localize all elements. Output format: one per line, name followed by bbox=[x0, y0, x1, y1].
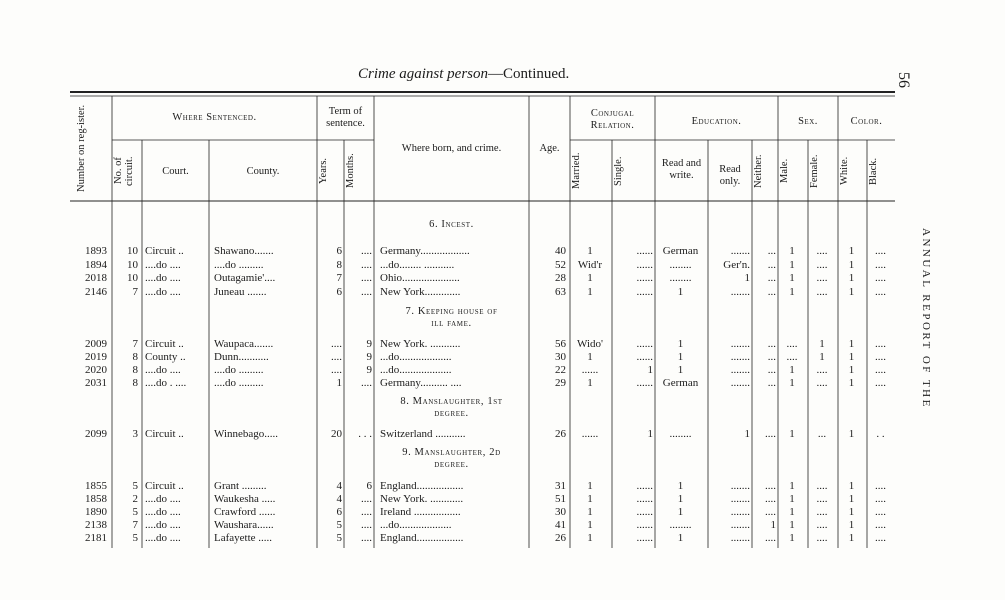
cell-black: .... bbox=[875, 351, 886, 363]
cell-age: 30 bbox=[555, 351, 566, 363]
cell-black: .... bbox=[875, 259, 886, 271]
cell-born: Switzerland ........... bbox=[380, 428, 466, 440]
cell-single: ...... bbox=[636, 351, 653, 363]
section-label: 6. Incest. bbox=[429, 219, 474, 230]
header-years: Years. bbox=[318, 157, 329, 185]
cell-black: .... bbox=[875, 338, 886, 350]
cell-female: .... bbox=[816, 286, 828, 298]
cell-court: ....do .... bbox=[145, 286, 181, 298]
cell-single: 1 bbox=[647, 364, 653, 376]
cell-single: 1 bbox=[647, 428, 653, 440]
cell-white: 1 bbox=[848, 506, 855, 518]
cell-male: 1 bbox=[789, 364, 795, 376]
cell-black: .... bbox=[875, 532, 886, 544]
cell-county: Waushara...... bbox=[214, 519, 274, 531]
cell-black: .... bbox=[875, 272, 886, 284]
cell-born: New York............. bbox=[380, 286, 461, 298]
cell-county: Waukesha ..... bbox=[214, 493, 276, 505]
cell-rw: German bbox=[662, 377, 699, 389]
header-circuit-no: No. of circuit. bbox=[113, 156, 135, 186]
section-label-line2: degree. bbox=[434, 459, 469, 470]
cell-female: .... bbox=[816, 272, 828, 284]
cell-rw: ........ bbox=[669, 428, 692, 440]
cell-nei: ... bbox=[767, 259, 776, 271]
cell-ro: Ger'n. bbox=[723, 259, 750, 271]
cell-months: .... bbox=[361, 493, 372, 505]
header-education: Education. bbox=[691, 116, 742, 127]
cell-rw: 1 bbox=[677, 493, 684, 505]
cell-years: .... bbox=[331, 338, 342, 350]
cell-black: .... bbox=[875, 506, 886, 518]
cell-court: ....do .... bbox=[145, 506, 181, 518]
cell-county: Grant ......... bbox=[214, 480, 267, 492]
cell-nei: .... bbox=[765, 428, 776, 440]
header-read-only: Read only. bbox=[719, 164, 741, 187]
cell-court: Circuit .. bbox=[145, 338, 184, 350]
cell-age: 28 bbox=[555, 272, 566, 284]
page-title-italic: Crime against person bbox=[358, 66, 489, 82]
cell-circ: 8 bbox=[132, 351, 138, 363]
cell-ro: ....... bbox=[730, 532, 750, 544]
cell-nei: ... bbox=[767, 338, 776, 350]
cell-white: 1 bbox=[848, 286, 855, 298]
cell-black: .... bbox=[875, 493, 886, 505]
cell-ro: ....... bbox=[730, 286, 750, 298]
header-county: County. bbox=[246, 166, 280, 177]
cell-county: Shawano....... bbox=[214, 245, 274, 257]
cell-rw: ........ bbox=[669, 272, 692, 284]
header-register: Number on reg-ister. bbox=[76, 104, 87, 192]
cell-circ: 7 bbox=[132, 286, 138, 298]
cell-rw: 1 bbox=[677, 338, 684, 350]
cell-single: ...... bbox=[636, 519, 653, 531]
cell-married: ...... bbox=[581, 428, 599, 440]
cell-nei: ... bbox=[767, 351, 776, 363]
cell-reg: 2009 bbox=[85, 338, 107, 350]
cell-married: 1 bbox=[587, 377, 593, 389]
cell-months: .... bbox=[361, 506, 372, 518]
cell-ro: ....... bbox=[730, 338, 750, 350]
cell-court: Circuit .. bbox=[145, 428, 184, 440]
cell-single: ...... bbox=[636, 480, 653, 492]
section-label: 9. Manslaughter, 2d bbox=[402, 447, 501, 458]
header-neither: Neither. bbox=[753, 154, 764, 188]
cell-years: 20 bbox=[331, 428, 342, 440]
cell-male: 1 bbox=[789, 493, 795, 505]
cell-black: .... bbox=[875, 480, 886, 492]
cell-male: 1 bbox=[789, 532, 795, 544]
cell-ro: ....... bbox=[730, 245, 750, 257]
cell-months: .... bbox=[361, 245, 372, 257]
cell-single: ...... bbox=[636, 338, 653, 350]
cell-ro: ....... bbox=[730, 351, 750, 363]
cell-female: ... bbox=[817, 428, 827, 440]
running-head: ANNUAL REPORT OF THE bbox=[920, 228, 932, 409]
cell-circ: 3 bbox=[132, 428, 138, 440]
cell-circ: 5 bbox=[132, 480, 138, 492]
cell-county: Dunn........... bbox=[214, 351, 269, 363]
cell-born: Germany.................. bbox=[380, 245, 470, 257]
cell-black: .... bbox=[875, 364, 886, 376]
cell-female: .... bbox=[816, 364, 828, 376]
cell-black: . . bbox=[876, 428, 885, 440]
header-term: Term of sentence. bbox=[326, 106, 365, 129]
cell-single: ...... bbox=[636, 259, 653, 271]
cell-single: ...... bbox=[636, 377, 653, 389]
cell-county: Waupaca....... bbox=[214, 338, 274, 350]
cell-years: 5 bbox=[336, 519, 342, 531]
cell-months: .... bbox=[361, 272, 372, 284]
cell-rw: 1 bbox=[677, 351, 684, 363]
cell-white: 1 bbox=[848, 519, 855, 531]
cell-reg: 1890 bbox=[85, 506, 107, 518]
cell-white: 1 bbox=[848, 377, 855, 389]
cell-male: .... bbox=[786, 351, 798, 363]
cell-single: ...... bbox=[636, 272, 653, 284]
cell-white: 1 bbox=[848, 364, 855, 376]
header-conjugal: Conjugal Relation. bbox=[590, 108, 635, 131]
cell-months: 9 bbox=[366, 351, 372, 363]
section-label-line2: degree. bbox=[434, 408, 469, 419]
cell-rw: 1 bbox=[677, 364, 684, 376]
cell-circ: 5 bbox=[132, 532, 138, 544]
cell-rw: German bbox=[662, 245, 699, 257]
header-born-crime: Where born, and crime. bbox=[401, 143, 502, 154]
cell-court: ....do . .... bbox=[145, 377, 187, 389]
cell-rw: 1 bbox=[677, 480, 684, 492]
header-black: Black. bbox=[868, 157, 879, 185]
cell-female: 1 bbox=[819, 338, 825, 350]
cell-court: ....do .... bbox=[145, 532, 181, 544]
cell-nei: .... bbox=[765, 532, 776, 544]
cell-rw: ........ bbox=[669, 519, 692, 531]
cell-years: 5 bbox=[336, 532, 342, 544]
cell-years: 6 bbox=[336, 245, 342, 257]
cell-years: 6 bbox=[336, 286, 342, 298]
cell-court: ....do .... bbox=[145, 364, 181, 376]
cell-age: 41 bbox=[555, 519, 566, 531]
cell-age: 31 bbox=[555, 480, 566, 492]
cell-female: .... bbox=[816, 377, 828, 389]
cell-born: New York. ............ bbox=[380, 493, 464, 505]
cell-county: Crawford ...... bbox=[214, 506, 276, 518]
cell-white: 1 bbox=[848, 259, 855, 271]
cell-nei: .... bbox=[765, 493, 776, 505]
cell-ro: 1 bbox=[744, 428, 750, 440]
cell-ro: ....... bbox=[730, 377, 750, 389]
cell-years: 6 bbox=[336, 506, 342, 518]
cell-born: ...do................... bbox=[380, 364, 452, 376]
cell-single: ...... bbox=[636, 286, 653, 298]
cell-court: ....do .... bbox=[145, 272, 181, 284]
cell-circ: 10 bbox=[127, 245, 138, 257]
cell-born: Germany.......... .... bbox=[380, 377, 462, 389]
cell-reg: 2031 bbox=[85, 377, 107, 389]
cell-nei: .... bbox=[765, 480, 776, 492]
cell-rw: ........ bbox=[669, 259, 692, 271]
cell-years: 4 bbox=[336, 493, 342, 505]
cell-single: ...... bbox=[636, 493, 653, 505]
cell-age: 52 bbox=[555, 259, 566, 271]
cell-married: 1 bbox=[587, 272, 593, 284]
cell-court: ....do .... bbox=[145, 519, 181, 531]
cell-reg: 2099 bbox=[85, 428, 107, 440]
cell-ro: ....... bbox=[730, 519, 750, 531]
cell-black: .... bbox=[875, 519, 886, 531]
cell-county: ....do ......... bbox=[214, 259, 264, 271]
cell-black: .... bbox=[875, 286, 886, 298]
cell-court: County .. bbox=[145, 351, 186, 363]
header-white: White. bbox=[839, 156, 850, 186]
cell-reg: 1858 bbox=[85, 493, 107, 505]
cell-male: 1 bbox=[789, 259, 795, 271]
cell-male: 1 bbox=[789, 519, 795, 531]
cell-reg: 1893 bbox=[85, 245, 107, 257]
cell-ro: 1 bbox=[744, 272, 750, 284]
cell-years: 8 bbox=[336, 259, 342, 271]
cell-months: .... bbox=[361, 286, 372, 298]
cell-county: Juneau ....... bbox=[214, 286, 267, 298]
cell-male: .... bbox=[786, 338, 798, 350]
cell-female: .... bbox=[816, 480, 828, 492]
cell-circ: 8 bbox=[132, 364, 138, 376]
cell-white: 1 bbox=[848, 272, 855, 284]
cell-black: .... bbox=[875, 377, 886, 389]
cell-white: 1 bbox=[848, 493, 855, 505]
cell-single: ...... bbox=[636, 245, 653, 257]
cell-ro: ....... bbox=[730, 480, 750, 492]
cell-age: 51 bbox=[555, 493, 566, 505]
cell-age: 40 bbox=[555, 245, 566, 257]
header-married: Married. bbox=[571, 152, 582, 190]
cell-months: 6 bbox=[366, 480, 372, 492]
cell-court: Circuit .. bbox=[145, 245, 184, 257]
cell-born: England................. bbox=[380, 532, 464, 544]
cell-female: .... bbox=[816, 506, 828, 518]
cell-ro: ....... bbox=[730, 493, 750, 505]
cell-male: 1 bbox=[789, 506, 795, 518]
cell-female: .... bbox=[816, 519, 828, 531]
cell-married: Wid'r bbox=[577, 259, 603, 271]
cell-reg: 2138 bbox=[85, 519, 107, 531]
cell-married: 1 bbox=[587, 480, 593, 492]
cell-born: ...do........ ........... bbox=[380, 259, 455, 271]
cell-single: ...... bbox=[636, 532, 653, 544]
cell-nei: ... bbox=[767, 245, 776, 257]
cell-months: 9 bbox=[366, 364, 372, 376]
cell-age: 26 bbox=[555, 532, 566, 544]
cell-married: 1 bbox=[587, 506, 593, 518]
cell-reg: 2181 bbox=[85, 532, 107, 544]
cell-reg: 2018 bbox=[85, 272, 107, 284]
cell-circ: 8 bbox=[132, 377, 138, 389]
cell-age: 56 bbox=[555, 338, 566, 350]
header-single: Single. bbox=[613, 156, 624, 186]
cell-circ: 2 bbox=[132, 493, 138, 505]
cell-married: 1 bbox=[587, 532, 593, 544]
header-age: Age. bbox=[539, 143, 560, 154]
header-female: Female. bbox=[809, 154, 820, 188]
cell-white: 1 bbox=[848, 428, 855, 440]
cell-rw: 1 bbox=[677, 532, 684, 544]
cell-reg: 2020 bbox=[85, 364, 107, 376]
page-title-rest: —Continued. bbox=[488, 66, 570, 82]
cell-circ: 7 bbox=[132, 338, 138, 350]
cell-female: .... bbox=[816, 259, 828, 271]
cell-months: .... bbox=[361, 519, 372, 531]
cell-county: ....do ......... bbox=[214, 377, 264, 389]
cell-circ: 5 bbox=[132, 506, 138, 518]
cell-female: .... bbox=[816, 493, 828, 505]
header-months: Months. bbox=[345, 153, 356, 189]
cell-nei: ... bbox=[767, 377, 776, 389]
section-label: 7. Keeping house of bbox=[405, 306, 498, 317]
cell-county: Lafayette ..... bbox=[214, 532, 273, 544]
cell-years: 1 bbox=[336, 377, 342, 389]
cell-nei: ... bbox=[767, 272, 776, 284]
cell-reg: 2019 bbox=[85, 351, 107, 363]
cell-married: 1 bbox=[587, 493, 593, 505]
cell-born: England................. bbox=[380, 480, 464, 492]
cell-months: .... bbox=[361, 259, 372, 271]
cell-white: 1 bbox=[848, 480, 855, 492]
cell-rw: 1 bbox=[677, 286, 684, 298]
cell-age: 26 bbox=[555, 428, 566, 440]
cell-years: .... bbox=[331, 364, 342, 376]
section-label-line2: ill fame. bbox=[431, 318, 472, 329]
cell-married: ...... bbox=[581, 364, 599, 376]
cell-ro: ....... bbox=[730, 506, 750, 518]
cell-single: ...... bbox=[636, 506, 653, 518]
cell-ro: ....... bbox=[730, 364, 750, 376]
cell-court: ....do .... bbox=[145, 259, 181, 271]
page-number: 56 bbox=[895, 72, 912, 88]
cell-months: . . . bbox=[358, 428, 372, 440]
cell-age: 30 bbox=[555, 506, 566, 518]
cell-born: Ireland ................. bbox=[380, 506, 461, 518]
cell-black: .... bbox=[875, 245, 886, 257]
cell-months: .... bbox=[361, 377, 372, 389]
header-male: Male. bbox=[779, 158, 790, 184]
header-where-sentenced: Where Sentenced. bbox=[172, 112, 257, 123]
cell-born: Ohio..................... bbox=[380, 272, 460, 284]
cell-nei: ... bbox=[767, 286, 776, 298]
cell-born: ...do................... bbox=[380, 519, 452, 531]
cell-male: 1 bbox=[789, 480, 795, 492]
cell-reg: 2146 bbox=[85, 286, 107, 298]
cell-county: Winnebago..... bbox=[214, 428, 279, 440]
cell-married: 1 bbox=[587, 519, 593, 531]
cell-court: ....do .... bbox=[145, 493, 181, 505]
cell-married: 1 bbox=[587, 286, 593, 298]
cell-years: .... bbox=[331, 351, 342, 363]
cell-years: 4 bbox=[336, 480, 342, 492]
cell-nei: .... bbox=[765, 506, 776, 518]
cell-white: 1 bbox=[848, 351, 855, 363]
cell-white: 1 bbox=[848, 532, 855, 544]
cell-white: 1 bbox=[848, 338, 855, 350]
cell-male: 1 bbox=[789, 245, 795, 257]
cell-age: 63 bbox=[555, 286, 566, 298]
cell-male: 1 bbox=[789, 272, 795, 284]
cell-white: 1 bbox=[848, 245, 855, 257]
cell-age: 29 bbox=[555, 377, 566, 389]
cell-circ: 10 bbox=[127, 272, 138, 284]
cell-male: 1 bbox=[789, 377, 795, 389]
cell-months: 9 bbox=[366, 338, 372, 350]
cell-female: .... bbox=[816, 532, 828, 544]
cell-rw: 1 bbox=[677, 506, 684, 518]
cell-reg: 1894 bbox=[85, 259, 107, 271]
cell-circ: 7 bbox=[132, 519, 138, 531]
cell-county: Outagamie'.... bbox=[214, 272, 276, 284]
cell-years: 7 bbox=[336, 272, 342, 284]
cell-court: Circuit .. bbox=[145, 480, 184, 492]
cell-county: ....do ......... bbox=[214, 364, 264, 376]
cell-married: 1 bbox=[587, 245, 593, 257]
cell-male: 1 bbox=[789, 428, 795, 440]
header-read-write: Read and write. bbox=[661, 158, 702, 181]
cell-nei: 1 bbox=[770, 519, 776, 531]
cell-female: 1 bbox=[819, 351, 825, 363]
cell-reg: 1855 bbox=[85, 480, 107, 492]
section-label: 8. Manslaughter, 1st bbox=[400, 396, 503, 407]
cell-married: 1 bbox=[587, 351, 593, 363]
cell-married: Wido' bbox=[577, 338, 603, 350]
cell-months: .... bbox=[361, 532, 372, 544]
header-court: Court. bbox=[162, 166, 189, 177]
cell-female: .... bbox=[816, 245, 828, 257]
cell-nei: ... bbox=[767, 364, 776, 376]
cell-born: New York. ........... bbox=[380, 338, 461, 350]
cell-age: 22 bbox=[555, 364, 566, 376]
header-color: Color. bbox=[850, 116, 883, 127]
cell-circ: 10 bbox=[127, 259, 138, 271]
header-sex: Sex. bbox=[798, 116, 818, 127]
cell-male: 1 bbox=[789, 286, 795, 298]
cell-born: ...do................... bbox=[380, 351, 452, 363]
